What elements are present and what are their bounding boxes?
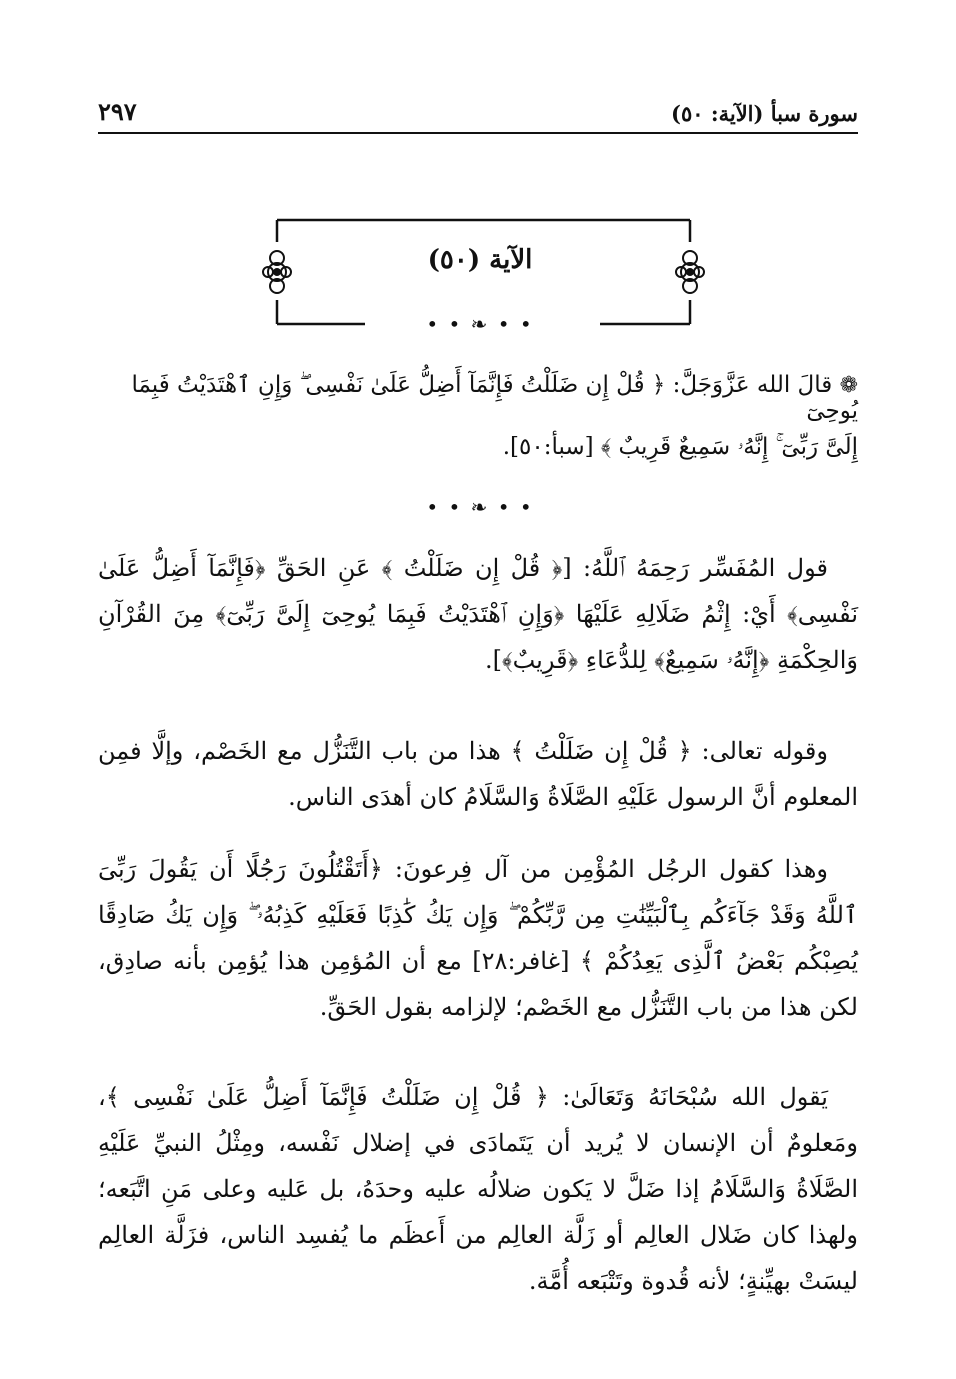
flower-icon: ❁ — [839, 373, 858, 398]
knot-ornament-left — [263, 251, 291, 293]
page-number: ٢٩٧ — [98, 97, 137, 126]
paragraph-tafsir: قول المُفَسِّر رَحِمَهُ ٱللَّهُ: [﴿ قُلْ إِن ضَلَلْتُ ﴾ عَنِ الحَقِّ ﴿فَإِنَّمَآ أَضِلُّ عَلَىٰ نَفْسِى﴾ أَيْ: إِثْمُ ضَلَالِهِ عَلَيْهَا ﴿وَإِنِ ٱهْتَدَيْتُ فَبِمَا يُوحِىٓ إِلَىَّ رَبِّىٓ﴾ مِنَ القُرْآنِ وَالحِكْمَةِ ﴿إِنَّهُۥ سَمِيعٌ﴾ لِلدُّعَاءِ ﴿قَرِيبٌ﴾]. — [98, 554, 858, 674]
running-title: سورة سبأ (الآية: ٥٠) — [671, 101, 858, 126]
section-separator: • • ❧ • • — [426, 495, 534, 519]
verse-heading: الآية (٥٠) — [427, 245, 533, 275]
page-header — [98, 95, 858, 135]
header-rule — [98, 132, 858, 134]
verse-line-2 — [98, 434, 858, 460]
heading-ornament: • • ❧ • • — [426, 312, 534, 336]
verse-line-1 — [98, 372, 858, 424]
paragraph-mumin-firawn: وهذا كقول الرجُل المُؤْمِن من آل فِرعونَ: ﴿أَتَقْتُلُونَ رَجُلًا أَن يَقُولَ رَبِّىَ ٱللَّهُ وَقَدْ جَآءَكُم بِٱلْبَيِّنَٰتِ مِن رَّبِّكُمْ ۖ وَإِن يَكُ كَٰذِبًا فَعَلَيْهِ كَذِبُهُۥ ۖ وَإِن يَكُ صَادِقًا يُصِبْكُم بَعْضُ ٱلَّذِى يَعِدُكُمْ ﴾ [غافر:٢٨] مع أن المُؤمِن هذا يُؤمِن بأنه صادِق، لكن هذا من باب التَّنَزُّل مع الخَصْم؛ لإلزامه بقول الحَقِّ. — [98, 855, 858, 1021]
knot-ornament-right — [676, 251, 704, 293]
paragraph-zallat-alim: يَقول الله سُبْحَانَهُ وَتَعَالَىٰ: ﴿ قُلْ إِن ضَلَلْتُ فَإِنَّمَآ أَضِلُّ عَلَىٰ نَفْسِى ﴾، ومَعلومٌ أن الإنسان لا يُريد أن يَتَمادَى في إضلال نَفْسه، ومِثْلُ النبيِّ عَلَيْهِ الصَّلَاةُ وَالسَّلَامُ إذا ضَلَّ لا يَكون ضلالُه عليه وحدَهُ، بل عَليه وعلى مَنِ اتَّبَعه؛ ولهذا كان ضَلال العالِم أو زَلَّة العالِم من أَعظَم ما يُفسِد الناس، فزَلَّة العالِم ليسَتْ بهيِّنةٍ؛ لأنه قُدوة وتَتْبَعه أُمَّة. — [98, 1083, 858, 1295]
paragraph-tanazzul: وقوله تعالى: ﴿ قُلْ إِن ضَلَلْتُ ﴾ هذا من باب التَّنَزُّل مع الخَصْم، وإلَّا فمِن المعلوم أنَّ الرسول عَلَيْهِ الصَّلَاةُ وَالسَّلَامُ كان أهدَى الناس. — [98, 737, 858, 811]
verse-text-2: إِلَىَّ رَبِّىٓ ۚ إِنَّهُۥ سَمِيعٌ قَرِيبٌ ﴾ [سبأ:٥٠]. — [502, 434, 858, 460]
verse-text-1: قالَ الله عَزَّوَجَلَّ: ﴿ قُلْ إِن ضَلَلْتُ فَإِنَّمَآ أَضِلُّ عَلَىٰ نَفْسِى ۖ وَإِنِ ٱهْتَدَيْتُ فَبِمَا يُوحِىٓ — [131, 372, 858, 424]
